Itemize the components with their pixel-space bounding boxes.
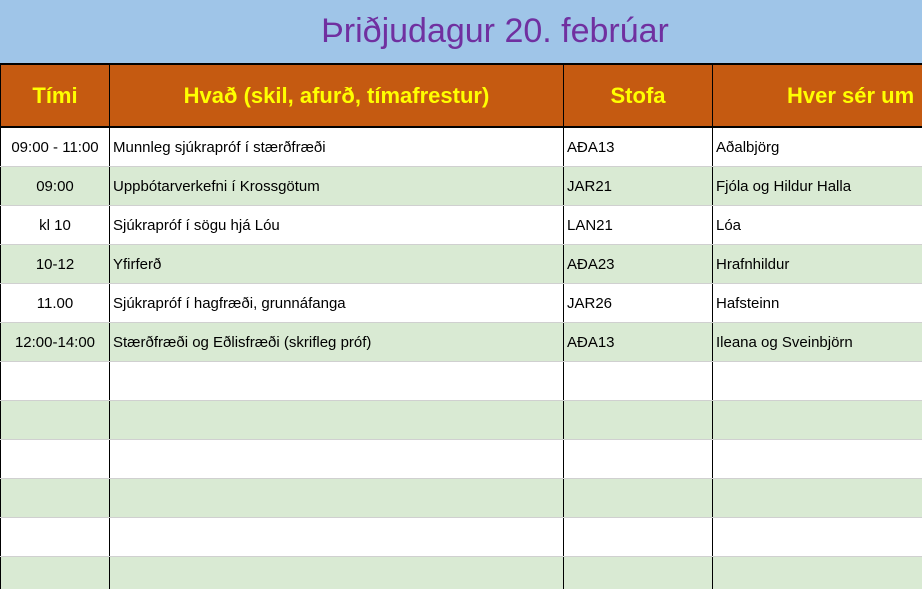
room-cell[interactable]: AÐA23 — [564, 245, 713, 284]
time-cell[interactable] — [1, 557, 110, 589]
what-cell[interactable] — [110, 440, 564, 479]
room-cell[interactable]: JAR21 — [564, 167, 713, 206]
who-cell[interactable]: Aðalbjörg — [713, 127, 922, 167]
table-row — [1, 401, 922, 440]
room-cell[interactable] — [564, 401, 713, 440]
what-cell[interactable]: Munnleg sjúkrapróf í stærðfræði — [110, 127, 564, 167]
who-cell[interactable]: Hafsteinn — [713, 284, 922, 323]
room-cell[interactable] — [564, 557, 713, 589]
what-cell[interactable] — [110, 518, 564, 557]
table-row — [1, 167, 922, 206]
table-row — [1, 127, 922, 167]
who-cell[interactable] — [713, 557, 922, 589]
room-cell[interactable]: LAN21 — [564, 206, 713, 245]
room-cell[interactable] — [564, 518, 713, 557]
time-cell[interactable] — [1, 401, 110, 440]
title-banner[interactable] — [0, 0, 922, 63]
who-cell[interactable] — [713, 479, 922, 518]
table-row — [1, 284, 922, 323]
what-cell[interactable]: Yfirferð — [110, 245, 564, 284]
table-row — [1, 362, 922, 401]
time-cell[interactable]: 12:00-14:00 — [1, 323, 110, 362]
what-cell[interactable] — [110, 479, 564, 518]
what-cell[interactable] — [110, 362, 564, 401]
what-cell[interactable]: Sjúkrapróf í sögu hjá Lóu — [110, 206, 564, 245]
time-cell[interactable]: 10-12 — [1, 245, 110, 284]
column-header-room[interactable]: Stofa — [564, 64, 713, 127]
what-cell[interactable]: Stærðfræði og Eðlisfræði (skrifleg próf) — [110, 323, 564, 362]
what-cell[interactable]: Sjúkrapróf í hagfræði, grunnáfanga — [110, 284, 564, 323]
who-cell[interactable]: Hrafnhildur — [713, 245, 922, 284]
who-cell[interactable]: Lóa — [713, 206, 922, 245]
time-cell[interactable]: kl 10 — [1, 206, 110, 245]
time-cell[interactable] — [1, 479, 110, 518]
table-row — [1, 323, 922, 362]
room-cell[interactable]: AÐA13 — [564, 127, 713, 167]
time-cell[interactable]: 09:00 - 11:00 — [1, 127, 110, 167]
room-cell[interactable]: JAR26 — [564, 284, 713, 323]
column-header-time[interactable]: Tími — [1, 64, 110, 127]
what-cell[interactable]: Uppbótarverkefni í Krossgötum — [110, 167, 564, 206]
what-cell[interactable] — [110, 401, 564, 440]
who-cell[interactable]: Ileana og Sveinbjörn — [713, 323, 922, 362]
what-cell[interactable] — [110, 557, 564, 589]
table-row — [1, 518, 922, 557]
table-row — [1, 440, 922, 479]
header-row — [1, 64, 922, 127]
time-cell[interactable] — [1, 440, 110, 479]
time-cell[interactable]: 11.00 — [1, 284, 110, 323]
time-cell[interactable] — [1, 518, 110, 557]
room-cell[interactable] — [564, 440, 713, 479]
room-cell[interactable] — [564, 362, 713, 401]
column-header-what[interactable]: Hvað (skil, afurð, tímafrestur) — [110, 64, 564, 127]
page-title: Þriðjudagur 20. febrúar — [321, 12, 669, 50]
schedule-table — [0, 63, 922, 589]
column-header-who[interactable]: Hver sér um — [713, 64, 922, 127]
room-cell[interactable]: AÐA13 — [564, 323, 713, 362]
table-row — [1, 206, 922, 245]
time-cell[interactable]: 09:00 — [1, 167, 110, 206]
table-row — [1, 245, 922, 284]
who-cell[interactable] — [713, 440, 922, 479]
who-cell[interactable] — [713, 518, 922, 557]
table-row — [1, 557, 922, 589]
time-cell[interactable] — [1, 362, 110, 401]
room-cell[interactable] — [564, 479, 713, 518]
who-cell[interactable] — [713, 362, 922, 401]
who-cell[interactable]: Fjóla og Hildur Halla — [713, 167, 922, 206]
table-row — [1, 479, 922, 518]
who-cell[interactable] — [713, 401, 922, 440]
